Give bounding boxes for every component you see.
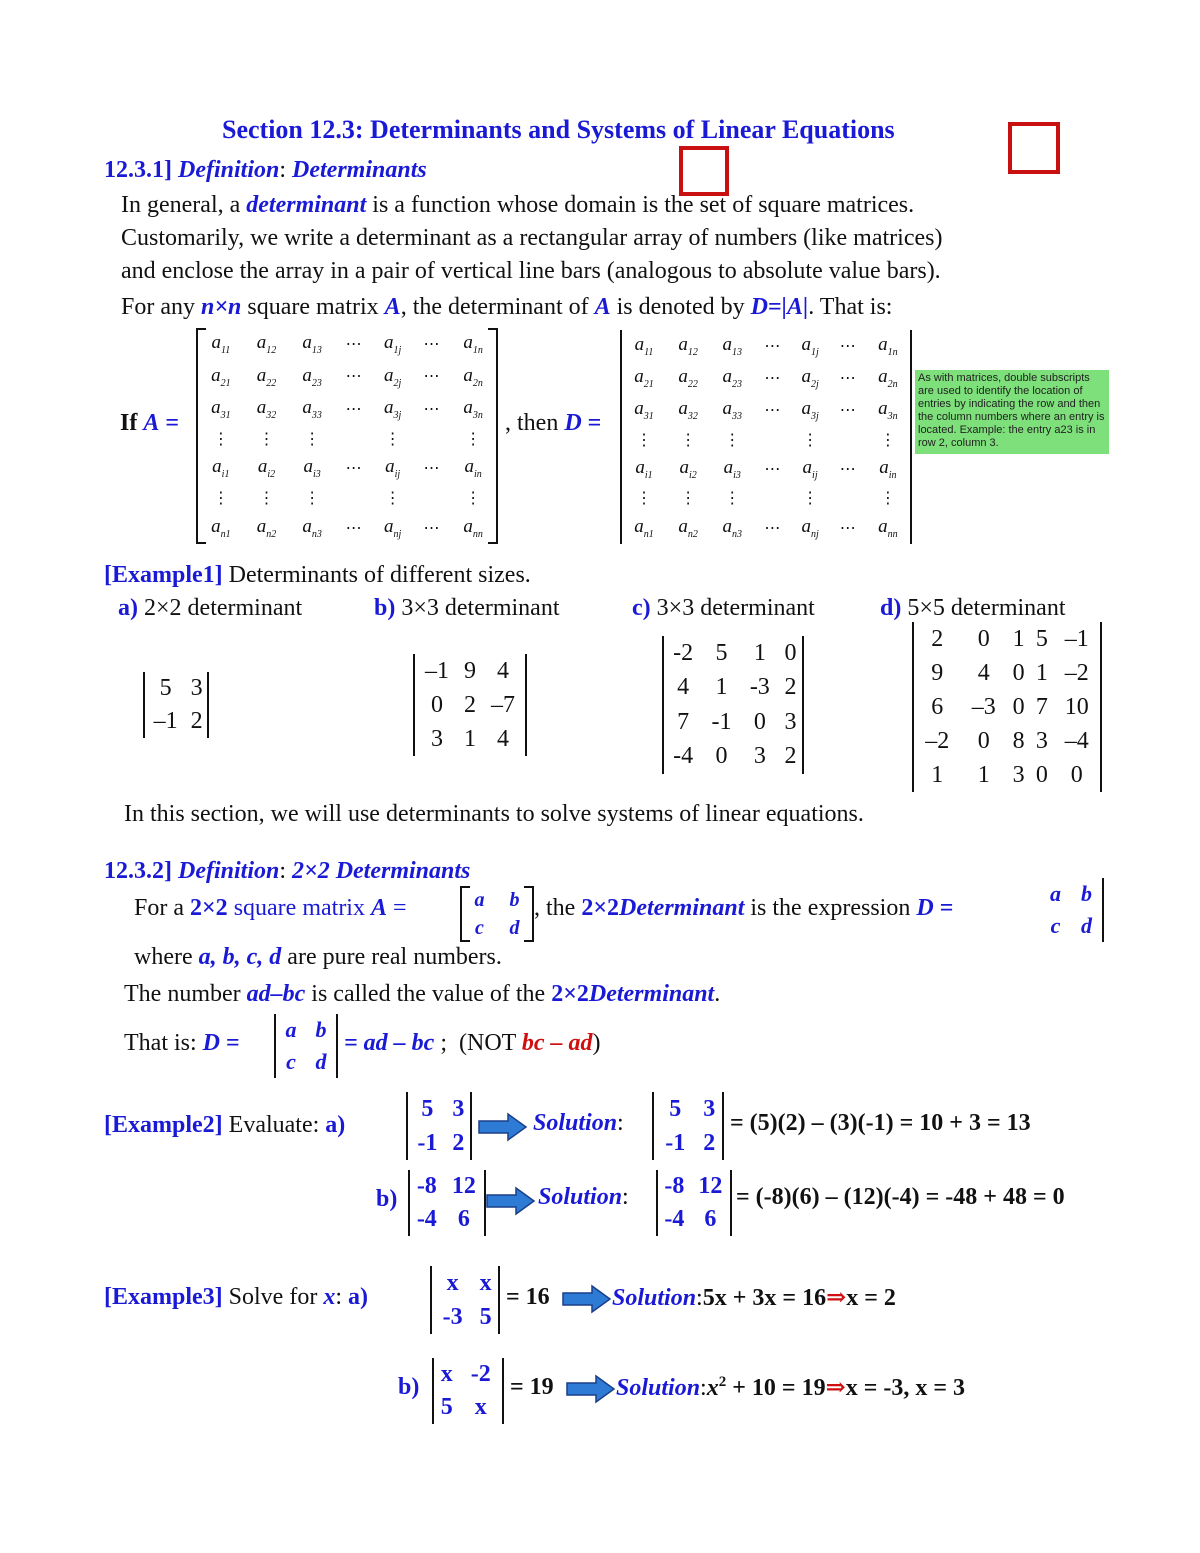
matrix-row bbox=[914, 656, 1100, 690]
matrix-cell: x bbox=[440, 1361, 453, 1387]
matrix-row bbox=[410, 1203, 484, 1236]
matrix-row bbox=[664, 705, 802, 740]
matrix-cell: ⋮ bbox=[465, 430, 482, 448]
example3-a-det bbox=[430, 1266, 500, 1334]
matrix-cell: -2 bbox=[470, 1361, 491, 1387]
red-marker-box bbox=[1008, 122, 1060, 174]
matrix-cell: 1 bbox=[931, 761, 944, 788]
det-2x2 bbox=[143, 672, 209, 738]
matrix-row bbox=[276, 1046, 336, 1078]
subscript-note: As with matrices, double subscripts are used to identify the location of entries by indicating the row and then the column numbers where an entry is located. Example: the entry a23 is in row 2, column 3. bbox=[915, 370, 1109, 454]
general-matrix-a bbox=[198, 328, 496, 544]
det-5x5 bbox=[912, 622, 1102, 792]
def2-line-2: where a, b, c, d are pure real numbers. bbox=[134, 944, 502, 970]
matrix-cell: ⋮ bbox=[384, 430, 401, 448]
matrix-cell: 0 bbox=[1012, 659, 1025, 686]
def2-line-3: The number ad–bc is called the value of the 2×2Determinant. bbox=[124, 981, 721, 1007]
matrix-cell: –1 bbox=[153, 708, 178, 734]
matrix-cell: 1 bbox=[1012, 625, 1025, 652]
matrix-cell: $a_{n2}$ bbox=[678, 516, 698, 540]
matrix-cell: $a_{1n}$ bbox=[463, 332, 483, 357]
matrix-cell: $a_{i1}$ bbox=[635, 457, 653, 481]
matrix-cell: $a_{i3}$ bbox=[723, 457, 741, 481]
if-a-label: If A = bbox=[120, 410, 180, 436]
matrix-cell: 3 bbox=[1035, 727, 1048, 754]
example3-a-solution: Solution:5x + 3x = 16⇒x = 2 bbox=[612, 1285, 896, 1311]
matrix-cell: a bbox=[1050, 881, 1061, 906]
matrix-cell: $a_{33}$ bbox=[302, 396, 322, 421]
general-determinant-bars bbox=[620, 330, 912, 544]
def2-line-4-a: That is: D = bbox=[124, 1030, 240, 1056]
matrix-row bbox=[658, 1170, 730, 1203]
def-label: Definition bbox=[178, 157, 280, 183]
matrix-cell: $a_{n3}$ bbox=[722, 516, 743, 540]
matrix-cell: 10 bbox=[1064, 693, 1089, 720]
example1-heading: [Example1] Determinants of different sizes. bbox=[104, 562, 531, 588]
matrix-cell: b bbox=[315, 1017, 327, 1042]
matrix-cell: $a_{21}$ bbox=[211, 364, 231, 389]
matrix-row bbox=[198, 393, 496, 425]
matrix-cell: $a_{13}$ bbox=[302, 332, 322, 357]
example1-part-a-label: a) 2×2 determinant bbox=[118, 595, 303, 621]
matrix-row bbox=[914, 724, 1100, 758]
matrix-cell: $a_{3n}$ bbox=[878, 398, 898, 422]
matrix-cell: ⋯ bbox=[839, 461, 856, 479]
matrix-row bbox=[462, 886, 532, 914]
matrix-row bbox=[622, 394, 910, 426]
matrix-cell: 3 bbox=[190, 675, 203, 701]
matrix-row bbox=[415, 688, 525, 722]
example3-heading: [Example3] Solve for x: a) bbox=[104, 1284, 368, 1310]
matrix-cell bbox=[830, 426, 866, 453]
abcd-determinant bbox=[1040, 878, 1104, 942]
matrix-cell: ⋯ bbox=[423, 400, 440, 418]
example2-a-det bbox=[406, 1092, 472, 1160]
matrix-cell: ⋮ bbox=[680, 431, 697, 449]
matrix-row bbox=[408, 1126, 470, 1160]
matrix-cell: 0 bbox=[715, 743, 728, 770]
matrix-row bbox=[622, 426, 910, 453]
matrix-cell: 2 bbox=[784, 674, 797, 701]
matrix-cell: -1 bbox=[665, 1129, 686, 1156]
matrix-cell: $a_{31}$ bbox=[211, 396, 231, 421]
matrix-cell bbox=[413, 425, 450, 452]
matrix-cell: $a_{n3}$ bbox=[302, 515, 322, 540]
matrix-cell: ⋮ bbox=[212, 430, 229, 448]
matrix-cell: 0 bbox=[1070, 761, 1083, 788]
matrix-cell: $a_{12}$ bbox=[256, 332, 277, 357]
matrix-cell: ⋯ bbox=[839, 519, 856, 537]
matrix-cell: ⋯ bbox=[423, 460, 440, 478]
matrix-cell: 3 bbox=[452, 1095, 465, 1122]
matrix-cell: ⋯ bbox=[345, 460, 362, 478]
matrix-cell: 3 bbox=[703, 1095, 716, 1122]
matrix-cell: -4 bbox=[673, 743, 694, 770]
matrix-row bbox=[622, 512, 910, 544]
matrix-cell: ⋮ bbox=[724, 490, 741, 508]
matrix-row bbox=[198, 484, 496, 511]
example3-b-eq: = 19 bbox=[510, 1374, 554, 1400]
matrix-cell: 0 bbox=[977, 625, 990, 652]
matrix-row bbox=[198, 452, 496, 484]
matrix-cell: 5 bbox=[440, 1394, 453, 1420]
matrix-row bbox=[664, 740, 802, 775]
matrix-row bbox=[276, 1014, 336, 1046]
matrix-cell: $a_{i2}$ bbox=[679, 457, 697, 481]
matrix-cell: $a_{2n}$ bbox=[878, 366, 898, 390]
def-colon: : bbox=[279, 157, 287, 183]
matrix-row bbox=[664, 671, 802, 706]
matrix-cell: $a_{nj}$ bbox=[383, 515, 402, 540]
matrix-cell: ⋮ bbox=[258, 490, 275, 508]
matrix-cell: $a_{3j}$ bbox=[801, 398, 819, 422]
matrix-cell: ⋮ bbox=[465, 490, 482, 508]
matrix-cell: $a_{2j}$ bbox=[383, 364, 402, 389]
matrix-cell: -3 bbox=[749, 674, 770, 701]
matrix-row bbox=[198, 512, 496, 544]
arrow-right-icon bbox=[486, 1186, 536, 1216]
matrix-row bbox=[145, 705, 207, 738]
matrix-cell: $a_{11}$ bbox=[634, 334, 654, 358]
matrix-cell: $a_{nn}$ bbox=[878, 516, 898, 540]
example2-a-result: = (5)(2) – (3)(-1) = 10 + 3 = 13 bbox=[730, 1110, 1031, 1136]
matrix-cell bbox=[335, 425, 372, 452]
matrix-row bbox=[914, 758, 1100, 792]
matrix-cell: ⋯ bbox=[839, 402, 856, 420]
matrix-cell: 1 bbox=[1035, 659, 1048, 686]
matrix-cell: 2 bbox=[190, 708, 203, 734]
page-title: Section 12.3: Determinants and Systems of Linear Equations bbox=[222, 115, 895, 144]
matrix-cell: 5 bbox=[715, 639, 728, 666]
matrix-cell: $a_{21}$ bbox=[634, 366, 654, 390]
matrix-row bbox=[658, 1203, 730, 1236]
matrix-cell: ⋮ bbox=[879, 490, 896, 508]
matrix-cell: $a_{23}$ bbox=[722, 366, 743, 390]
matrix-row bbox=[434, 1391, 502, 1424]
matrix-row bbox=[415, 654, 525, 688]
matrix-cell: 6 bbox=[931, 693, 944, 720]
example2-b-solution-label: Solution: bbox=[538, 1184, 629, 1210]
matrix-cell: $a_{n1}$ bbox=[211, 515, 231, 540]
matrix-cell: 4 bbox=[977, 659, 990, 686]
matrix-cell: –1 bbox=[425, 657, 449, 684]
matrix-cell bbox=[754, 485, 790, 512]
matrix-cell: 0 bbox=[977, 727, 990, 754]
example3-a-eq: = 16 bbox=[506, 1284, 550, 1310]
matrix-cell: ⋮ bbox=[258, 430, 275, 448]
matrix-row bbox=[432, 1266, 498, 1300]
matrix-cell: $a_{i2}$ bbox=[257, 456, 276, 481]
arrow-right-icon bbox=[478, 1112, 528, 1142]
matrix-cell: 2 bbox=[931, 625, 944, 652]
matrix-cell: d bbox=[1081, 913, 1092, 938]
matrix-cell: ⋯ bbox=[345, 400, 362, 418]
matrix-cell: 8 bbox=[1012, 727, 1025, 754]
example2-b-result: = (-8)(6) – (12)(-4) = -48 + 48 = 0 bbox=[736, 1184, 1065, 1210]
matrix-cell: 0 bbox=[1035, 761, 1048, 788]
matrix-cell: $a_{3j}$ bbox=[383, 396, 402, 421]
matrix-cell: 2 bbox=[452, 1129, 465, 1156]
matrix-cell: 2 bbox=[784, 743, 797, 770]
matrix-cell: $a_{i1}$ bbox=[212, 456, 230, 481]
matrix-cell bbox=[830, 485, 866, 512]
abcd-matrix bbox=[460, 886, 534, 942]
matrix-cell: 3 bbox=[1012, 761, 1025, 788]
matrix-cell: -8 bbox=[416, 1173, 437, 1199]
def1-line-3: and enclose the array in a pair of vertical line bars (analogous to absolute value bars). bbox=[121, 258, 941, 284]
matrix-cell: $a_{12}$ bbox=[678, 334, 698, 358]
matrix-cell: $a_{1j}$ bbox=[383, 332, 402, 357]
matrix-cell: ⋯ bbox=[764, 338, 781, 356]
matrix-row bbox=[415, 722, 525, 756]
matrix-cell: $a_{3n}$ bbox=[463, 396, 483, 421]
def1-line-4: For any n×n square matrix A, the determinant of A is denoted by D=|A|. That is: bbox=[121, 294, 893, 320]
matrix-cell: 2 bbox=[703, 1129, 716, 1156]
matrix-cell: 0 bbox=[784, 639, 797, 666]
matrix-cell: $a_{2n}$ bbox=[463, 364, 483, 389]
matrix-cell: 7 bbox=[677, 708, 690, 735]
matrix-cell: $a_{1j}$ bbox=[801, 334, 819, 358]
general-matrix-d bbox=[622, 330, 910, 544]
matrix-cell: ⋮ bbox=[802, 431, 819, 449]
matrix-cell: ⋮ bbox=[636, 490, 653, 508]
matrix-cell: ⋮ bbox=[212, 490, 229, 508]
matrix-row bbox=[1040, 910, 1102, 942]
matrix-cell bbox=[413, 484, 450, 511]
example1-part-d-label: d) 5×5 determinant bbox=[880, 595, 1066, 621]
matrix-cell: 7 bbox=[1035, 693, 1048, 720]
that-is-determinant bbox=[274, 1014, 338, 1078]
matrix-row bbox=[622, 362, 910, 394]
matrix-cell: $a_{22}$ bbox=[678, 366, 698, 390]
matrix-cell: ⋯ bbox=[345, 336, 362, 354]
def-term: Determinants bbox=[292, 157, 427, 183]
matrix-cell: 6 bbox=[704, 1206, 717, 1232]
example2-b-det bbox=[408, 1170, 486, 1236]
matrix-cell: ⋯ bbox=[839, 370, 856, 388]
matrix-cell: $a_{nn}$ bbox=[463, 515, 483, 540]
matrix-cell: ⋮ bbox=[802, 490, 819, 508]
matrix-cell: –2 bbox=[1064, 659, 1089, 686]
matrix-row bbox=[198, 425, 496, 452]
matrix-cell: –7 bbox=[491, 691, 515, 718]
matrix-cell: c bbox=[475, 916, 484, 939]
matrix-cell bbox=[335, 484, 372, 511]
matrix-cell: 3 bbox=[784, 708, 797, 735]
matrix-cell: a bbox=[474, 888, 485, 911]
matrix-row bbox=[145, 672, 207, 705]
red-marker-box bbox=[679, 146, 729, 196]
example2-heading: [Example2] Evaluate: a) bbox=[104, 1112, 346, 1138]
section-note: In this section, we will use determinants to solve systems of linear equations. bbox=[124, 801, 864, 827]
matrix-cell: $a_{32}$ bbox=[256, 396, 277, 421]
matrix-cell: ⋯ bbox=[764, 402, 781, 420]
matrix-cell: –3 bbox=[971, 693, 996, 720]
example3-b-letter: b) bbox=[398, 1374, 420, 1400]
general-matrix-bracket bbox=[196, 328, 498, 544]
matrix-cell: 1 bbox=[753, 639, 766, 666]
matrix-cell: $a_{n1}$ bbox=[634, 516, 654, 540]
def1-line-1: In general, a determinant is a function whose domain is the set of square matrices. bbox=[121, 192, 915, 218]
matrix-cell: 3 bbox=[753, 743, 766, 770]
matrix-cell: -8 bbox=[664, 1173, 685, 1199]
matrix-cell: 3 bbox=[431, 725, 443, 752]
matrix-cell: ⋯ bbox=[345, 519, 362, 537]
matrix-cell: -4 bbox=[664, 1206, 685, 1232]
matrix-cell: 5 bbox=[421, 1095, 434, 1122]
matrix-cell: -1 bbox=[711, 708, 732, 735]
matrix-cell: $a_{ij}$ bbox=[802, 457, 818, 481]
matrix-cell: ⋮ bbox=[304, 490, 321, 508]
matrix-cell: ⋯ bbox=[423, 368, 440, 386]
matrix-cell: 0 bbox=[753, 708, 766, 735]
matrix-row bbox=[654, 1126, 722, 1160]
matrix-cell: ⋮ bbox=[879, 431, 896, 449]
matrix-cell: 12 bbox=[451, 1173, 476, 1199]
matrix-cell: 12 bbox=[698, 1173, 723, 1199]
matrix-cell: 0 bbox=[431, 691, 443, 718]
matrix-cell: ⋯ bbox=[345, 368, 362, 386]
matrix-cell: 9 bbox=[464, 657, 476, 684]
matrix-row bbox=[1040, 878, 1102, 910]
matrix-cell: $a_{i3}$ bbox=[303, 456, 321, 481]
def2-line-1-a: For a 2×2 square matrix A = bbox=[134, 895, 407, 921]
matrix-cell: 1 bbox=[464, 725, 476, 752]
example3-b-det bbox=[432, 1358, 504, 1424]
then-d-label: , then D = bbox=[505, 410, 602, 436]
matrix-cell: 5 bbox=[479, 1303, 492, 1330]
definition-heading-2: 12.3.2] Definition: 2×2 Determinants bbox=[104, 858, 471, 884]
matrix-cell: 4 bbox=[497, 657, 509, 684]
matrix-cell: $a_{in}$ bbox=[879, 457, 897, 481]
matrix-cell: $a_{n2}$ bbox=[256, 515, 277, 540]
def-number: 12.3.1] bbox=[104, 157, 172, 183]
matrix-cell: c bbox=[1050, 913, 1061, 938]
matrix-cell: 4 bbox=[677, 674, 690, 701]
example2-b-letter: b) bbox=[376, 1186, 398, 1212]
example2-a-solution-label: Solution: bbox=[533, 1110, 624, 1136]
matrix-row bbox=[664, 636, 802, 671]
matrix-cell: ⋯ bbox=[423, 519, 440, 537]
matrix-cell: b bbox=[509, 888, 520, 911]
matrix-cell: $a_{32}$ bbox=[678, 398, 698, 422]
matrix-row bbox=[914, 622, 1100, 656]
matrix-cell: ⋮ bbox=[636, 431, 653, 449]
matrix-cell: d bbox=[315, 1049, 327, 1074]
matrix-row bbox=[622, 330, 910, 362]
matrix-cell: -3 bbox=[442, 1303, 463, 1330]
matrix-cell: $a_{11}$ bbox=[211, 332, 231, 357]
def1-line-2: Customarily, we write a determinant as a rectangular array of numbers (like matrices) bbox=[121, 225, 943, 251]
matrix-cell: $a_{23}$ bbox=[302, 364, 322, 389]
arrow-right-icon bbox=[562, 1284, 612, 1314]
matrix-cell: 5 bbox=[1035, 625, 1048, 652]
arrow-right-icon bbox=[566, 1374, 616, 1404]
matrix-row bbox=[654, 1092, 722, 1126]
matrix-row bbox=[198, 360, 496, 392]
matrix-cell: -1 bbox=[417, 1129, 438, 1156]
matrix-cell: $a_{13}$ bbox=[722, 334, 743, 358]
matrix-cell: 6 bbox=[457, 1206, 470, 1232]
det-3x3-c bbox=[662, 636, 804, 774]
matrix-cell: a bbox=[285, 1017, 297, 1042]
matrix-cell: ⋮ bbox=[724, 431, 741, 449]
def2-line-1-b: , the 2×2Determinant is the expression D = bbox=[534, 895, 954, 921]
matrix-cell: ⋮ bbox=[304, 430, 321, 448]
matrix-cell: $a_{1n}$ bbox=[878, 334, 898, 358]
matrix-cell: ⋯ bbox=[839, 338, 856, 356]
matrix-row bbox=[462, 914, 532, 942]
matrix-cell: 4 bbox=[497, 725, 509, 752]
matrix-cell: $a_{31}$ bbox=[634, 398, 654, 422]
example3-b-solution: $Solution:x^2 + 10$ = 19⇒x = -3, x = 3 bbox=[616, 1374, 966, 1401]
matrix-cell: ⋮ bbox=[384, 490, 401, 508]
matrix-cell: x bbox=[474, 1394, 487, 1420]
matrix-cell: c bbox=[286, 1049, 296, 1074]
matrix-cell: –2 bbox=[925, 727, 950, 754]
matrix-cell: ⋯ bbox=[764, 519, 781, 537]
matrix-cell: 2 bbox=[464, 691, 476, 718]
matrix-row bbox=[914, 690, 1100, 724]
matrix-cell: -2 bbox=[673, 639, 694, 666]
matrix-cell: ⋯ bbox=[764, 461, 781, 479]
matrix-cell: –4 bbox=[1064, 727, 1089, 754]
example2-b-solution-det bbox=[656, 1170, 732, 1236]
matrix-row bbox=[622, 453, 910, 485]
matrix-row bbox=[410, 1170, 484, 1203]
def2-line-4-b: = ad – bc ; (NOT bc – ad) bbox=[344, 1030, 601, 1056]
matrix-cell: ⋮ bbox=[680, 490, 697, 508]
matrix-cell: x bbox=[446, 1269, 459, 1296]
matrix-row bbox=[622, 485, 910, 512]
matrix-cell: 1 bbox=[715, 674, 728, 701]
matrix-row bbox=[408, 1092, 470, 1126]
matrix-cell: ⋯ bbox=[764, 370, 781, 388]
matrix-cell: 9 bbox=[931, 659, 944, 686]
matrix-row bbox=[432, 1300, 498, 1334]
matrix-cell: $a_{2j}$ bbox=[801, 366, 819, 390]
matrix-cell: $a_{22}$ bbox=[256, 364, 277, 389]
matrix-row bbox=[198, 328, 496, 360]
matrix-cell: 1 bbox=[977, 761, 990, 788]
matrix-cell: x bbox=[479, 1269, 492, 1296]
matrix-cell: b bbox=[1081, 881, 1092, 906]
matrix-cell: –1 bbox=[1064, 625, 1089, 652]
matrix-cell: $a_{33}$ bbox=[722, 398, 743, 422]
matrix-cell bbox=[754, 426, 790, 453]
example2-a-solution-det bbox=[652, 1092, 724, 1160]
matrix-row bbox=[434, 1358, 502, 1391]
example1-part-b-label: b) 3×3 determinant bbox=[374, 595, 560, 621]
matrix-cell: 5 bbox=[669, 1095, 682, 1122]
definition-heading-1 bbox=[104, 157, 427, 184]
example1-part-c-label: c) 3×3 determinant bbox=[632, 595, 815, 621]
matrix-cell: 0 bbox=[1012, 693, 1025, 720]
matrix-cell: $a_{in}$ bbox=[464, 456, 482, 481]
det-3x3-b bbox=[413, 654, 527, 756]
matrix-cell: d bbox=[509, 916, 520, 939]
matrix-cell: $a_{ij}$ bbox=[385, 456, 401, 481]
matrix-cell: ⋯ bbox=[423, 336, 440, 354]
matrix-cell: 5 bbox=[159, 675, 172, 701]
matrix-cell: $a_{nj}$ bbox=[801, 516, 819, 540]
matrix-cell: -4 bbox=[416, 1206, 437, 1232]
